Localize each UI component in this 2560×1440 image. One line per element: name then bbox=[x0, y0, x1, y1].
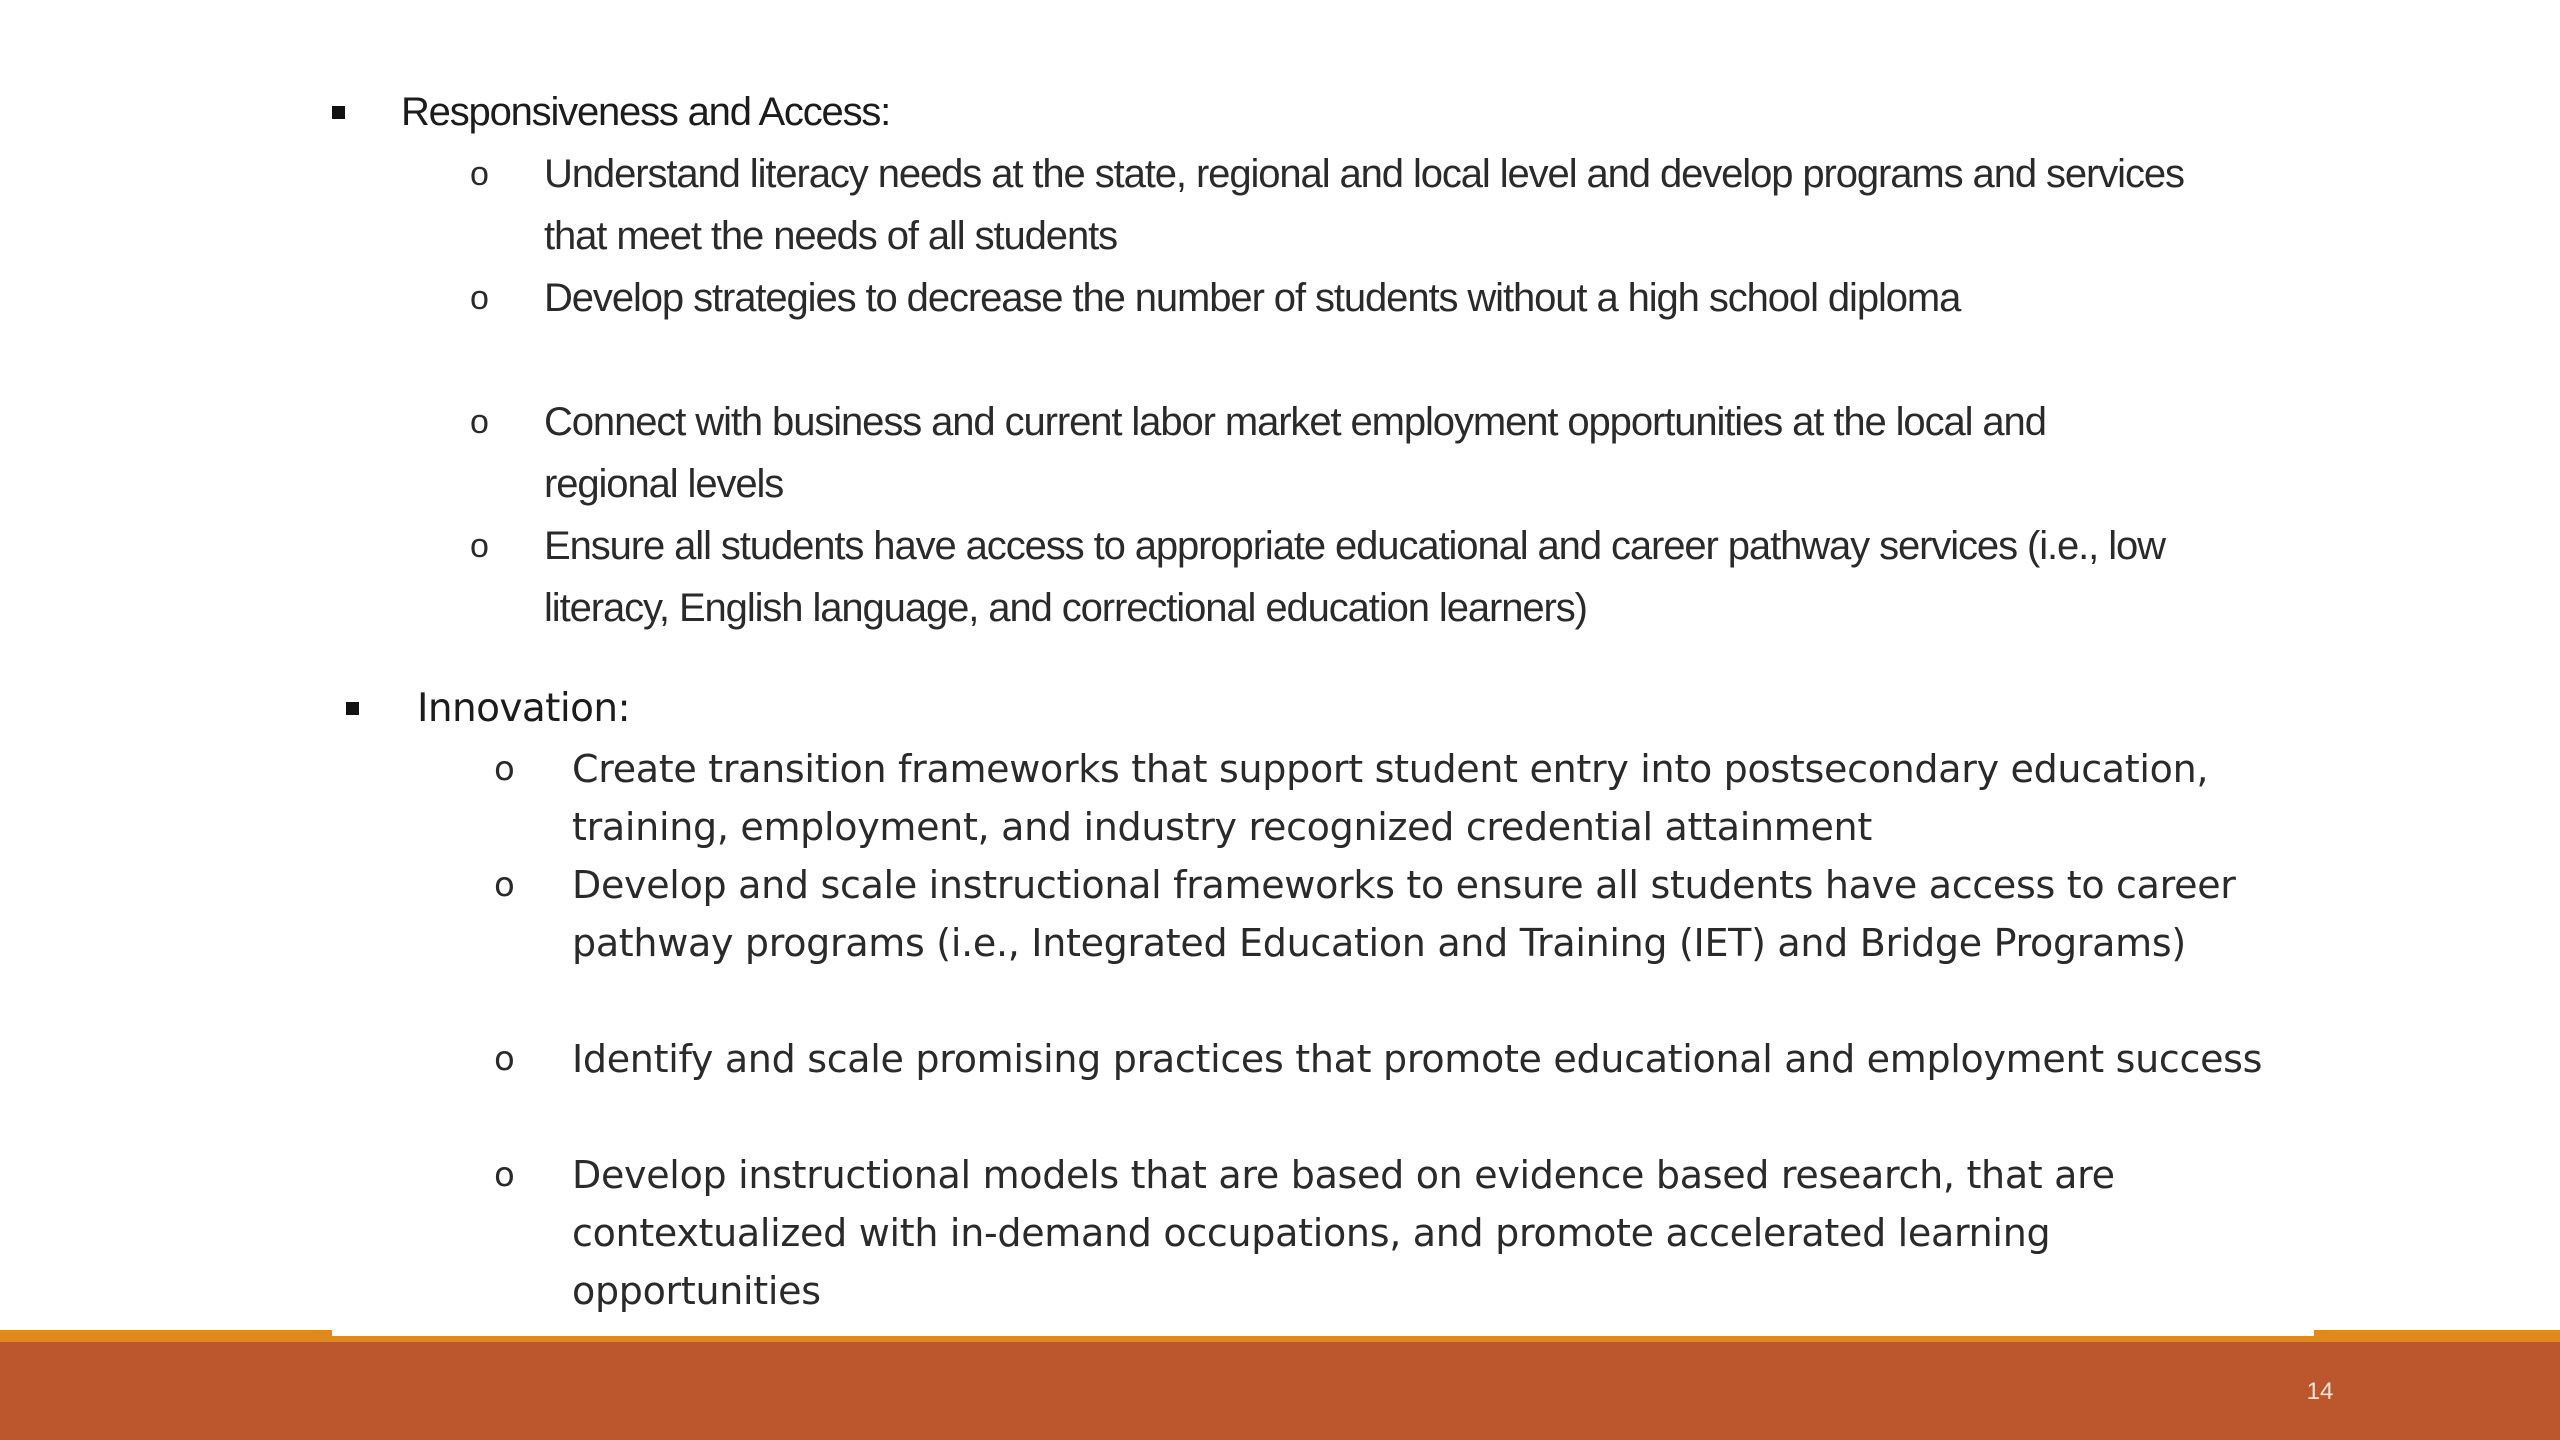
section-heading bbox=[346, 680, 630, 736]
hollow-circle-bullet-icon: o bbox=[470, 403, 489, 441]
hollow-circle-bullet-icon: o bbox=[470, 155, 489, 193]
list-item bbox=[470, 267, 2190, 391]
list-item-text: Develop strategies to decrease the number of students without a high school diploma bbox=[544, 276, 1961, 320]
list-item-text: Create transition frameworks that support student entry into postsecondary education, training, employment, and industry recognized credential attainment bbox=[572, 747, 2209, 849]
square-bullet-icon bbox=[332, 106, 345, 119]
list-item-text: Identify and scale promising practices that promote educational and employment success bbox=[572, 1037, 2263, 1081]
section-heading-text: Responsiveness and Access: bbox=[401, 89, 891, 134]
list-item bbox=[470, 391, 2190, 515]
section-heading-text: Innovation: bbox=[417, 685, 631, 731]
page-number: 14 bbox=[2306, 1378, 2334, 1405]
hollow-circle-bullet-icon: o bbox=[494, 1039, 515, 1079]
list-item-text: Develop and scale instructional frameworks to ensure all students have access to career pathway programs (i.e., Integrated Education and Training (IET) and Bridge Programs) bbox=[572, 863, 2236, 965]
hollow-circle-bullet-icon: o bbox=[494, 749, 515, 789]
list-item-text: Develop instructional models that are based on evidence based research, that are contextualized with in-demand occupations, and promote accelerated learning opportunities bbox=[572, 1153, 2115, 1313]
list-item bbox=[470, 143, 2190, 267]
list-item bbox=[470, 515, 2190, 639]
list-item bbox=[494, 1146, 2274, 1320]
footer-bar bbox=[0, 1342, 2560, 1440]
hollow-circle-bullet-icon: o bbox=[470, 279, 489, 317]
list-item bbox=[494, 740, 2274, 856]
list-item-text: Connect with business and current labor market employment opportunities at the local and regional levels bbox=[544, 400, 2046, 506]
list-item-text: Ensure all students have access to appropriate educational and career pathway services (i.e., low literacy, English language, and correctional education learners) bbox=[544, 524, 2165, 630]
list-item-text: Understand literacy needs at the state, regional and local level and develop programs and services that meet the needs of all students bbox=[544, 152, 2184, 258]
footer-content-edge bbox=[332, 1330, 2314, 1336]
hollow-circle-bullet-icon: o bbox=[470, 527, 489, 565]
hollow-circle-bullet-icon: o bbox=[494, 1155, 515, 1195]
hollow-circle-bullet-icon: o bbox=[494, 865, 515, 905]
list-item bbox=[494, 856, 2274, 1030]
list-item bbox=[494, 1030, 2274, 1146]
square-bullet-icon bbox=[346, 702, 359, 715]
section-heading bbox=[332, 84, 890, 140]
